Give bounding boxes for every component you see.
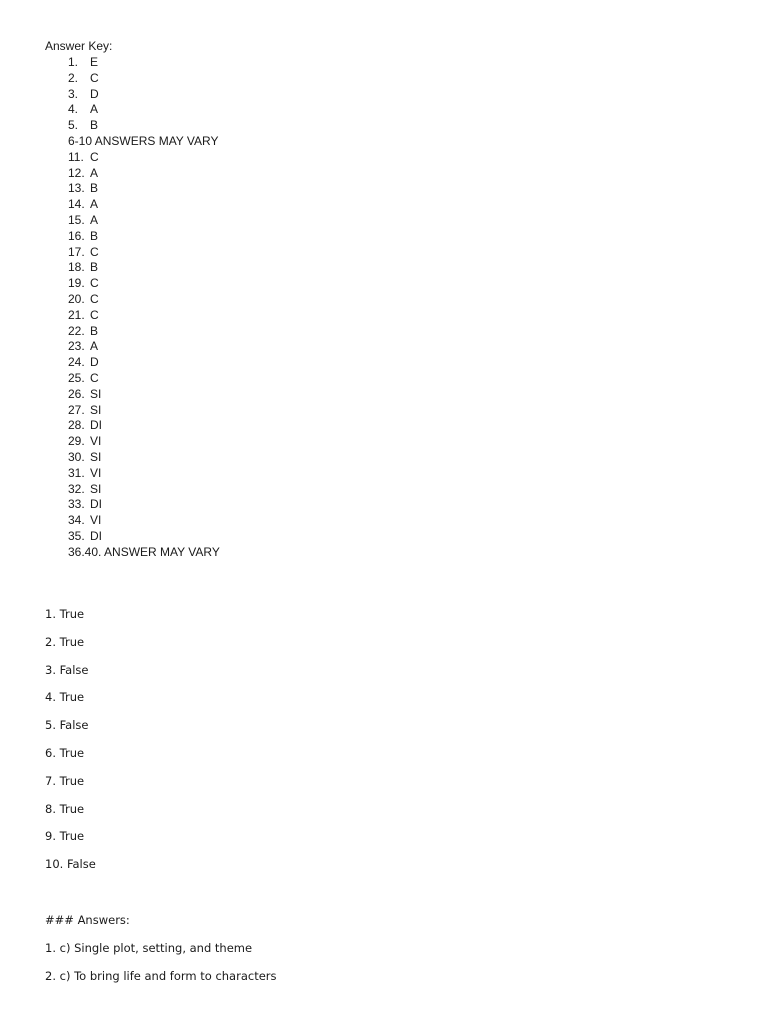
true-false-list [45,604,96,882]
answer-key-item [68,276,220,292]
answer-key-number: 11. [68,149,84,164]
answer-key-answer: VI [90,513,102,528]
answer-key-number: 12. [68,165,85,180]
answer-key-number: 16. [68,228,85,243]
answer-key-item [68,371,220,387]
answer-key-answer: C [90,244,99,259]
answer-key-answer: SI [90,402,102,417]
answer-key-number: 13. [68,181,85,196]
answer-key-answer: A [90,212,99,227]
answer-key-answer: DI [90,528,102,543]
answer-key-item [68,529,220,545]
answer-key-answer: D [90,86,99,101]
answer-key-note-text: 36.40. ANSWER MAY VARY [68,544,220,559]
answer-item: 2. c) To bring life and form to characters [45,969,277,983]
answer-key-number: 23. [68,339,85,354]
answer-key-list [68,55,220,561]
answer-key-item [68,466,220,482]
true-false-item: 5. False [45,718,89,733]
answers-list [45,938,277,994]
answer-key-item [68,55,220,71]
answer-key-number: 34. [68,513,85,528]
true-false-item: 1. True [45,607,85,621]
answer-key-item [68,403,220,419]
answer-key-item [68,292,220,308]
answer-key-item [68,387,220,403]
answer-key-number: 21. [68,307,85,322]
answer-key-number: 25. [68,370,85,385]
answer-key-number: 18. [68,260,85,275]
answer-key-answer: VI [90,434,102,449]
answer-key-number: 26. [68,386,85,401]
answer-key-answer: A [90,102,99,117]
answer-key-number: 4. [68,102,79,117]
answer-key-answer: E [90,55,99,69]
true-false-item: 4. True [45,690,85,705]
answer-key-answer: B [90,228,99,243]
answer-key-number: 20. [68,291,85,306]
answer-key-number: 3. [68,86,79,101]
true-false-item: 10. False [45,857,96,872]
answer-key-item [68,197,220,213]
answer-key-answer: DI [90,497,102,512]
answer-key-item [68,497,220,513]
answer-key-number: 17. [68,244,85,259]
answer-key-number: 22. [68,323,85,338]
answer-key-number: 15. [68,212,85,227]
answer-key-answer: C [90,276,99,291]
answer-key-item [68,150,220,166]
answer-key-number: 30. [68,449,85,464]
answer-key-answer: D [90,355,99,370]
answer-key-number: 28. [68,418,85,433]
answer-key-note [68,545,220,561]
true-false-item: 2. True [45,634,85,649]
answer-key-number: 32. [68,481,85,496]
answer-key-answer: DI [90,418,102,433]
answer-key-item [68,229,220,245]
answer-key-answer: B [90,323,99,338]
answer-key-number: 19. [68,276,85,291]
answer-key-number: 33. [68,497,85,512]
answer-key-item [68,260,220,276]
answer-key-answer: A [90,339,99,354]
answer-key-item [68,71,220,87]
answer-key-answer: SI [90,386,102,401]
answer-key-number: 31. [68,465,85,480]
answer-key-answer: C [90,291,99,306]
answer-key-number: 2. [68,70,79,85]
answer-key-item [68,245,220,261]
answer-key-item [68,87,220,103]
answer-key-title: Answer Key: [45,39,113,53]
true-false-item: 6. True [45,745,85,760]
answer-key-note-text: 6-10 ANSWERS MAY VARY [68,133,219,148]
answer-key-item [68,213,220,229]
answer-key-answer: B [90,118,99,133]
answer-key-item [68,324,220,340]
answer-key-item [68,482,220,498]
answers-heading: ### Answers: [45,913,130,927]
answer-key-number: 1. [68,55,79,69]
answer-key-answer: C [90,70,99,85]
true-false-item: 3. False [45,662,89,677]
true-false-item: 7. True [45,773,85,788]
answer-key-answer: A [90,197,99,212]
true-false-item: 9. True [45,829,85,844]
answer-key-answer: B [90,260,99,275]
answer-key-answer: B [90,181,99,196]
answer-key-item [68,118,220,134]
answer-key-item [68,418,220,434]
answer-key-number: 5. [68,118,79,133]
answer-key-item [68,308,220,324]
answer-key-answer: SI [90,481,102,496]
answer-key-answer: A [90,165,99,180]
answer-item: 1. c) Single plot, setting, and theme [45,941,253,955]
true-false-item: 8. True [45,801,85,816]
answer-key-item [68,434,220,450]
answer-key-item [68,450,220,466]
answer-key-number: 29. [68,434,85,449]
answer-key-number: 35. [68,528,85,543]
answer-key-answer: C [90,370,99,385]
answer-key-item [68,513,220,529]
answer-key-item [68,102,220,118]
answer-key-item [68,355,220,371]
answer-key-item [68,166,220,182]
answer-key-number: 24. [68,355,85,370]
answer-key-item [68,339,220,355]
answer-key-answer: C [90,149,99,164]
answer-key-answer: SI [90,449,102,464]
answer-key-note [68,134,220,150]
answer-key-answer: C [90,307,99,322]
answer-key-answer: VI [90,465,102,480]
answer-key-number: 27. [68,402,85,417]
answer-key-number: 14. [68,197,85,212]
answer-key-item [68,181,220,197]
